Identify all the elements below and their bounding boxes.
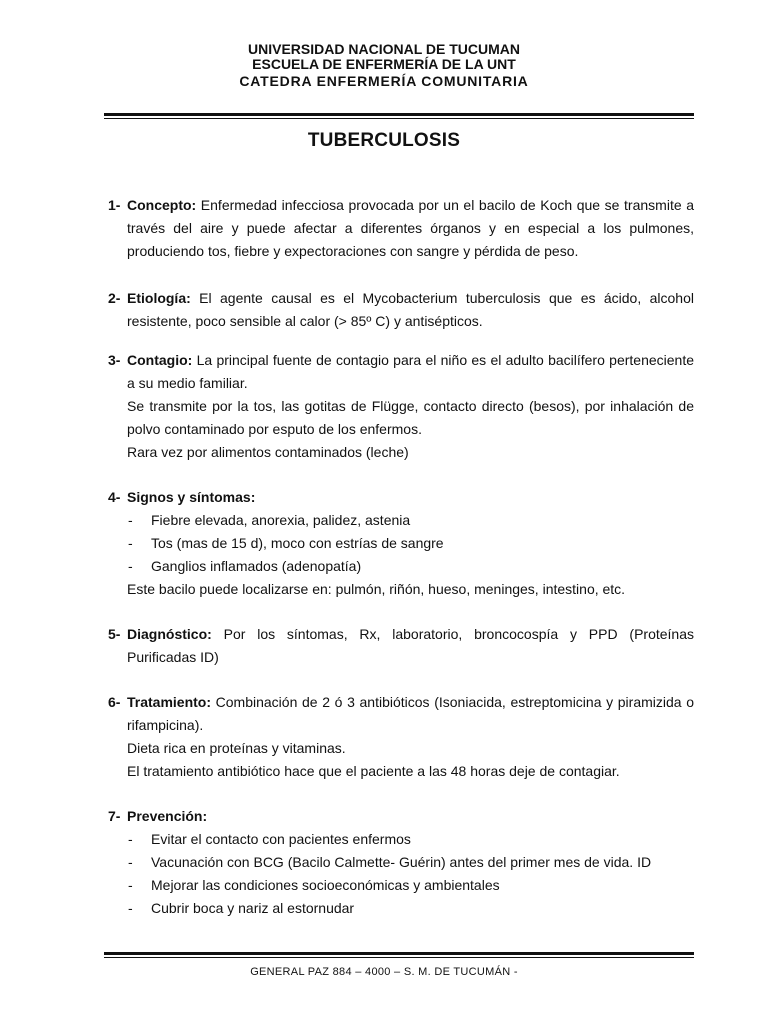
section-number: 3-	[108, 352, 121, 368]
header-divider	[104, 113, 694, 119]
department-name: CATEDRA ENFERMERÍA COMUNITARIA	[239, 73, 529, 89]
section-concepto	[108, 194, 694, 263]
section-text: Enfermedad infecciosa provocada por un el bacilo de Koch que se transmite a través del aire y puede afectar a diferentes órganos y en especial a los pulmones, produciendo tos, fiebre y expectoraciones con sangre y pérdida de peso.	[127, 197, 694, 259]
section-text: La principal fuente de contagio para el niño es el adulto bacilífero perteneciente a su medio familiar.	[127, 352, 694, 391]
list-item: - Tos (mas de 15 d), moco con estrías de sangre	[128, 535, 444, 551]
section-number: 6-	[108, 694, 121, 710]
section-heading: Etiología:	[127, 290, 191, 306]
document-body	[108, 194, 694, 920]
section-text: Por los síntomas, Rx, laboratorio, broncocospía y PPD (Proteínas Purificadas ID)	[127, 626, 694, 665]
section-paragraph: Se transmite por la tos, las gotitas de Flügge, contacto directo (besos), por inhalación de polvo contaminado por esputo de los enfermos.	[127, 398, 694, 437]
school-name: ESCUELA DE ENFERMERÍA DE LA UNT	[252, 56, 516, 72]
section-paragraph: Este bacilo puede localizarse en: pulmón, riñón, hueso, meninges, intestino, etc.	[127, 581, 626, 597]
section-number: 1-	[108, 197, 121, 213]
section-heading: Prevención:	[127, 808, 208, 824]
list-item: - Cubrir boca y nariz al estornudar	[128, 900, 355, 916]
section-paragraph: El tratamiento antibiótico hace que el paciente a las 48 horas deje de contagiar.	[127, 763, 620, 779]
section-number: 4-	[108, 489, 121, 505]
list-item: - Ganglios inflamados (adenopatía)	[128, 558, 362, 574]
section-tratamiento	[108, 691, 694, 783]
section-paragraph: Dieta rica en proteínas y vitaminas.	[127, 740, 346, 756]
section-number: 5-	[108, 626, 121, 642]
university-name: UNIVERSIDAD NACIONAL DE TUCUMAN	[248, 41, 520, 57]
section-number: 2-	[108, 290, 121, 306]
list-item: - Fiebre elevada, anorexia, palidez, astenia	[128, 512, 411, 528]
section-heading: Contagio:	[127, 352, 193, 368]
section-text: El agente causal es el Mycobacterium tuberculosis que es ácido, alcohol resistente, poco sensible al calor (> 85º C) y antisépticos.	[127, 290, 694, 329]
section-heading: Concepto:	[127, 197, 197, 213]
footer-address: GENERAL PAZ 884 – 4000 – S. M. DE TUCUMÁN -	[250, 966, 518, 978]
section-heading: Signos y síntomas:	[127, 489, 256, 505]
section-prevencion	[108, 805, 694, 920]
section-contagio	[108, 349, 694, 464]
section-etiologia	[108, 287, 694, 333]
section-heading: Diagnóstico:	[127, 626, 212, 642]
section-signos	[108, 486, 694, 601]
list-item: - Vacunación con BCG (Bacilo Calmette- Guérin) antes del primer mes de vida. ID	[128, 854, 652, 870]
list-item: - Evitar el contacto con pacientes enfermos	[128, 831, 411, 847]
section-heading: Tratamiento:	[127, 694, 212, 710]
section-paragraph: Rara vez por alimentos contaminados (leche)	[127, 444, 409, 460]
section-diagnostico	[108, 623, 694, 669]
document-header	[0, 42, 768, 90]
footer-divider	[104, 952, 694, 958]
section-text: Combinación de 2 ó 3 antibióticos (Isoniacida, estreptomicina y piramizida o rifampicina).	[127, 694, 694, 733]
page-title: TUBERCULOSIS	[307, 130, 461, 151]
section-number: 7-	[108, 808, 121, 824]
list-item: - Mejorar las condiciones socioeconómicas y ambientales	[128, 877, 500, 893]
